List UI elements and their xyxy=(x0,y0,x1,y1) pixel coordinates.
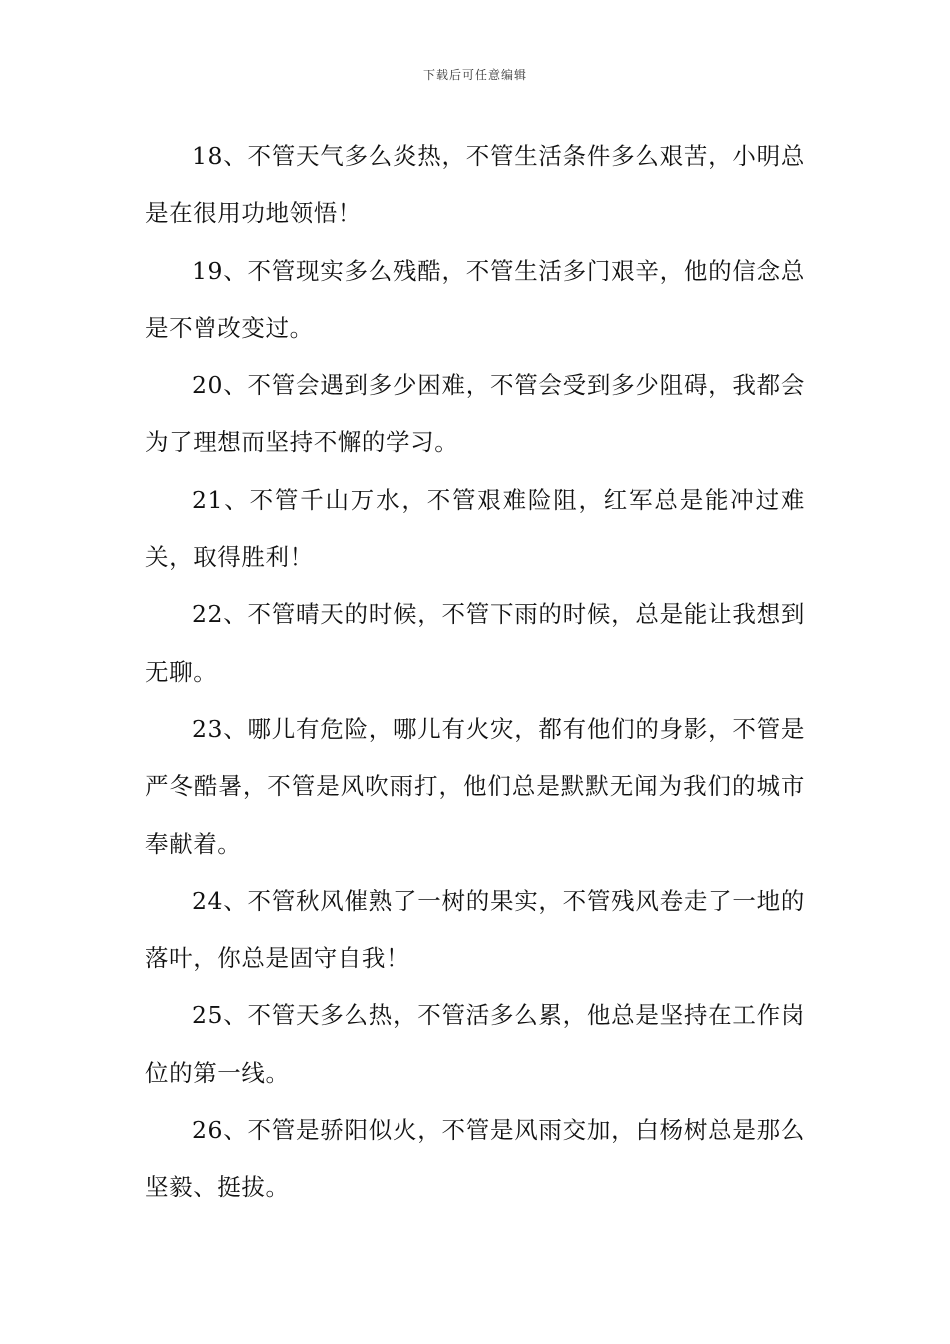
paragraph-23: 23、哪儿有危险，哪儿有火灾，都有他们的身影，不管是严冬酷暑，不管是风吹雨打，他们总是默默无闻为我们的城市奉献着。 xyxy=(145,714,805,858)
paragraph-20: 20、不管会遇到多少困难，不管会受到多少阻碍，我都会为了理想而坚持不懈的学习。 xyxy=(145,371,805,457)
document-body xyxy=(145,128,805,1217)
paragraph-24: 24、不管秋风催熟了一树的果实，不管残风卷走了一地的落叶，你总是固守自我！ xyxy=(145,886,805,973)
paragraph-22: 22、不管晴天的时候，不管下雨的时候，总是能让我想到无聊。 xyxy=(145,600,805,686)
paragraph-18: 18、不管天气多么炎热，不管生活条件多么艰苦，小明总是在很用功地领悟！ xyxy=(145,142,805,228)
paragraph-26: 26、不管是骄阳似火，不管是风雨交加，白杨树总是那么坚毅、挺拔。 xyxy=(145,1116,805,1202)
paragraph-19: 19、不管现实多么残酷，不管生活多门艰辛，他的信念总是不曾改变过。 xyxy=(145,256,805,342)
paragraph-21: 21、不管千山万水，不管艰难险阻，红军总是能冲过难关，取得胜利！ xyxy=(145,485,805,572)
paragraph-25: 25、不管天多么热，不管活多么累，他总是坚持在工作岗位的第一线。 xyxy=(145,1001,805,1087)
header-note: 下载后可任意编辑 xyxy=(422,68,527,82)
